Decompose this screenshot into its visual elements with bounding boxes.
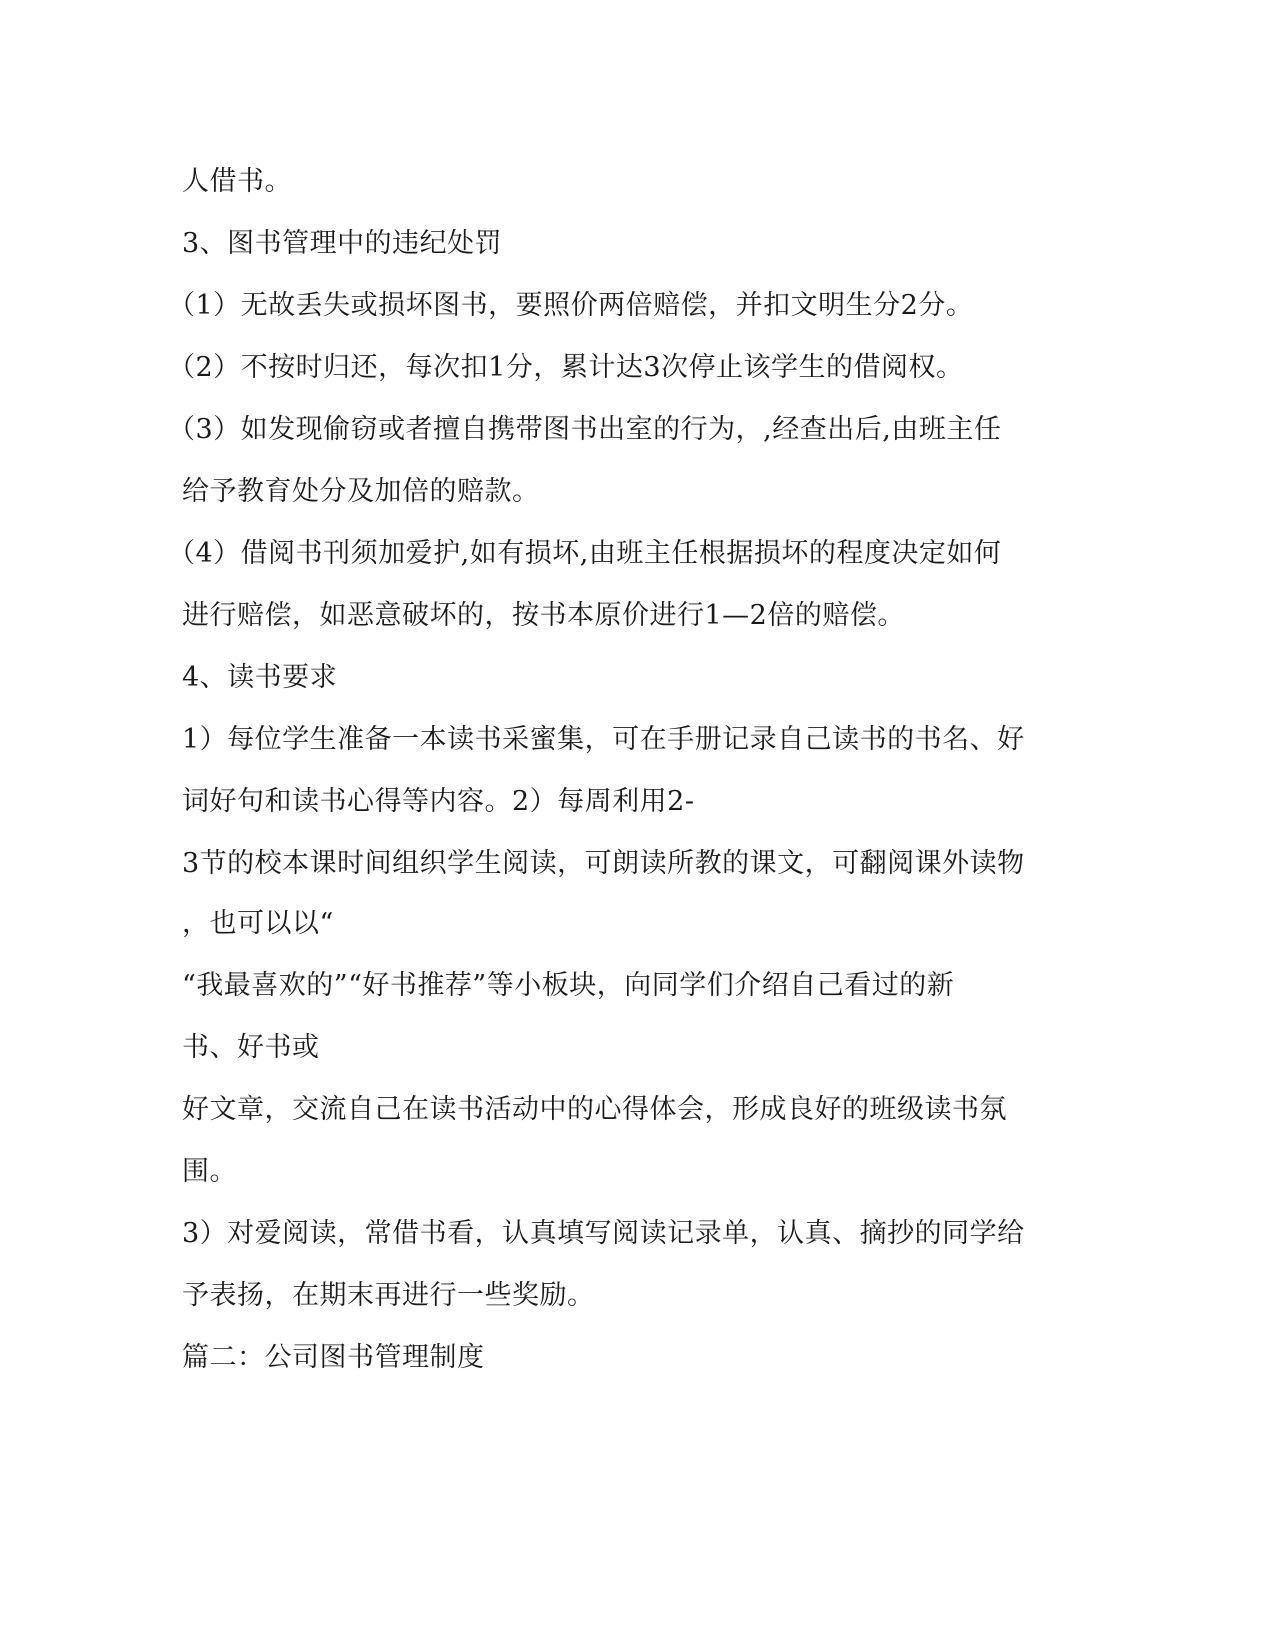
text-line-16: 好文章，交流自己在读书活动中的心得体会，形成良好的班级读书氛	[182, 1094, 1007, 1125]
text-line-14: “我最喜欢的”“好书推荐”等小板块，向同学们介绍自己看过的新	[182, 970, 955, 1001]
text-line-5: （3）如发现偷窃或者擅自携带图书出室的行为，,经查出后,由班主任	[168, 414, 1002, 445]
section-heading-3: 3、图书管理中的违纪处罚	[182, 228, 503, 259]
text-line-15: 书、好书或	[182, 1032, 320, 1063]
text-line-1: 人借书。	[182, 166, 292, 197]
text-line-7: （4）借阅书刊须加爱护,如有损坏,由班主任根据损坏的程度决定如何	[168, 538, 1002, 569]
text-line-18: 3）对爱阅读，常借书看，认真填写阅读记录单，认真、摘抄的同学给	[182, 1218, 1025, 1249]
text-line-17: 围。	[182, 1156, 237, 1187]
text-line-10: 1）每位学生准备一本读书采蜜集，可在手册记录自己读书的书名、好	[182, 724, 1025, 755]
text-line-19: 予表扬，在期末再进行一些奖励。	[182, 1280, 595, 1311]
text-line-11: 词好句和读书心得等内容。2）每周利用2-	[182, 786, 695, 817]
section-heading-4: 4、读书要求	[182, 662, 338, 693]
text-line-3: （1）无故丢失或损坏图书，要照价两倍赔偿，并扣文明生分2分。	[168, 290, 974, 321]
chapter-heading-2: 篇二：公司图书管理制度	[182, 1342, 485, 1373]
text-line-4: （2）不按时归还，每次扣1分，累计达3次停止该学生的借阅权。	[168, 352, 964, 383]
text-line-12: 3节的校本课时间组织学生阅读，可朗读所教的课文，可翻阅课外读物	[182, 848, 1025, 879]
text-line-6: 给予教育处分及加倍的赔款。	[182, 476, 540, 507]
text-line-13: ，也可以以“	[182, 908, 334, 939]
text-line-8: 进行赔偿，如恶意破坏的，按书本原价进行1—2倍的赔偿。	[182, 600, 905, 631]
